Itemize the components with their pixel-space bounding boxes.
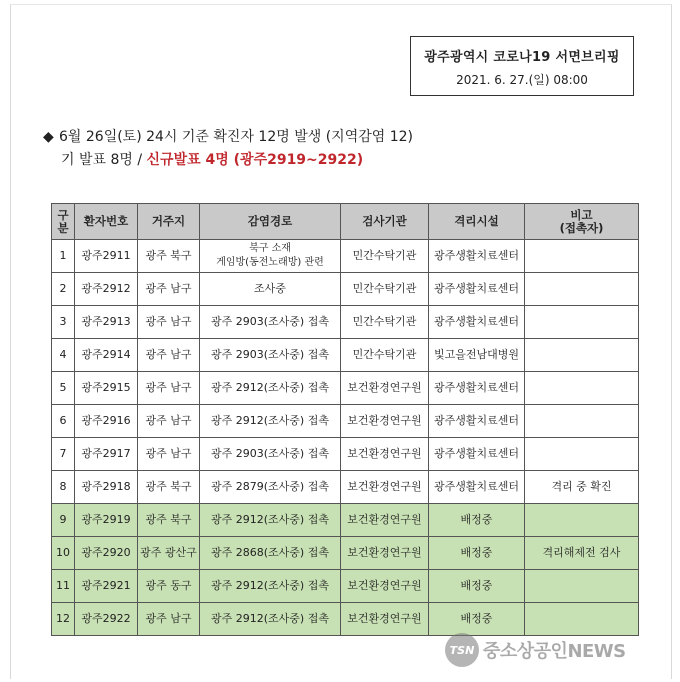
table-row <box>52 438 639 471</box>
cell-patient-id: 광주2920 <box>75 537 138 570</box>
cell-no: 5 <box>52 372 75 405</box>
briefing-title-box <box>410 36 634 96</box>
cell-patient-id: 광주2915 <box>75 372 138 405</box>
cell-patient-id: 광주2918 <box>75 471 138 504</box>
cell-no: 8 <box>52 471 75 504</box>
cell-residence: 광주 북구 <box>138 504 200 537</box>
cell-note <box>525 504 639 537</box>
table-header-row <box>52 204 639 240</box>
cell-residence: 광주 북구 <box>138 471 200 504</box>
cell-patient-id: 광주2916 <box>75 405 138 438</box>
summary-text-1: 6월 26일(토) 24시 기준 확진자 12명 발생 (지역감염 12) <box>59 129 413 145</box>
cell-patient-id: 광주2913 <box>75 306 138 339</box>
cell-no: 1 <box>52 240 75 273</box>
cell-facility: 광주생활치료센터 <box>429 372 525 405</box>
cell-lab: 보건환경연구원 <box>341 405 429 438</box>
table-body <box>52 240 639 636</box>
cell-note <box>525 273 639 306</box>
cell-residence: 광주 남구 <box>138 339 200 372</box>
cell-no: 6 <box>52 405 75 438</box>
cell-lab: 보건환경연구원 <box>341 471 429 504</box>
cell-facility: 배정중 <box>429 504 525 537</box>
summary-line-1 <box>43 126 413 149</box>
cell-facility: 광주생활치료센터 <box>429 405 525 438</box>
table-row <box>52 306 639 339</box>
cell-route: 광주 2912(조사중) 접촉 <box>200 570 341 603</box>
cell-route: 광주 2912(조사중) 접촉 <box>200 405 341 438</box>
col-header-facility: 격리시설 <box>429 204 525 240</box>
cell-lab: 민간수탁기관 <box>341 240 429 273</box>
cell-residence: 광주 남구 <box>138 306 200 339</box>
cell-note <box>525 372 639 405</box>
briefing-title: 광주광역시 코로나19 서면브리핑 <box>424 50 620 65</box>
cell-route: 조사중 <box>200 273 341 306</box>
cell-no: 7 <box>52 438 75 471</box>
cell-no: 3 <box>52 306 75 339</box>
table-row <box>52 273 639 306</box>
cell-note: 격리해제전 검사 <box>525 537 639 570</box>
cell-patient-id: 광주2922 <box>75 603 138 636</box>
table-row <box>52 240 639 273</box>
table-row <box>52 570 639 603</box>
cell-residence: 광주 남구 <box>138 405 200 438</box>
cell-residence: 광주 동구 <box>138 570 200 603</box>
cell-no: 11 <box>52 570 75 603</box>
cell-note <box>525 405 639 438</box>
cell-facility: 광주생활치료센터 <box>429 240 525 273</box>
cell-route: 광주 2912(조사중) 접촉 <box>200 504 341 537</box>
cell-lab: 민간수탁기관 <box>341 306 429 339</box>
col-header-category: 구분 <box>52 204 75 240</box>
col-header-residence: 거주지 <box>138 204 200 240</box>
cell-no: 12 <box>52 603 75 636</box>
cell-patient-id: 광주2921 <box>75 570 138 603</box>
cell-residence: 광주 광산구 <box>138 537 200 570</box>
table-row <box>52 405 639 438</box>
cell-facility: 광주생활치료센터 <box>429 306 525 339</box>
summary-new-cases: 신규발표 4명 (광주2919~2922) <box>146 152 364 168</box>
cell-residence: 광주 남구 <box>138 273 200 306</box>
cell-no: 4 <box>52 339 75 372</box>
cell-facility: 배정중 <box>429 537 525 570</box>
cell-facility: 빛고을전남대병원 <box>429 339 525 372</box>
cell-facility: 광주생활치료센터 <box>429 273 525 306</box>
col-header-note: 비고 (접촉자) <box>525 204 639 240</box>
cell-lab: 민간수탁기관 <box>341 273 429 306</box>
cell-patient-id: 광주2912 <box>75 273 138 306</box>
cell-patient-id: 광주2914 <box>75 339 138 372</box>
cell-facility: 배정중 <box>429 570 525 603</box>
table-row <box>52 537 639 570</box>
summary-previous: 기 발표 8명 / <box>61 152 147 168</box>
case-table <box>51 203 639 636</box>
cell-residence: 광주 북구 <box>138 240 200 273</box>
cell-lab: 보건환경연구원 <box>341 438 429 471</box>
cell-lab: 보건환경연구원 <box>341 537 429 570</box>
cell-residence: 광주 남구 <box>138 603 200 636</box>
cell-route: 광주 2912(조사중) 접촉 <box>200 372 341 405</box>
cell-route: 광주 2879(조사중) 접촉 <box>200 471 341 504</box>
cell-no: 2 <box>52 273 75 306</box>
col-header-route: 감염경로 <box>200 204 341 240</box>
cell-residence: 광주 남구 <box>138 372 200 405</box>
cell-lab: 보건환경연구원 <box>341 570 429 603</box>
cell-residence: 광주 남구 <box>138 438 200 471</box>
cell-note <box>525 240 639 273</box>
cell-route: 북구 소재 게임방(동전노래방) 관련 <box>200 240 341 273</box>
cell-note <box>525 306 639 339</box>
table-row <box>52 339 639 372</box>
table-row <box>52 372 639 405</box>
cell-patient-id: 광주2911 <box>75 240 138 273</box>
diamond-bullet-icon: ◆ <box>43 129 54 145</box>
cell-route: 광주 2868(조사중) 접촉 <box>200 537 341 570</box>
cell-facility: 광주생활치료센터 <box>429 471 525 504</box>
briefing-date: 2021. 6. 27.(일) 08:00 <box>456 73 588 87</box>
table-row <box>52 504 639 537</box>
watermark <box>445 630 665 670</box>
cell-facility: 배정중 <box>429 603 525 636</box>
cell-no: 9 <box>52 504 75 537</box>
cell-note <box>525 339 639 372</box>
cell-facility: 광주생활치료센터 <box>429 438 525 471</box>
col-header-lab: 검사기관 <box>341 204 429 240</box>
cell-patient-id: 광주2919 <box>75 504 138 537</box>
cell-patient-id: 광주2917 <box>75 438 138 471</box>
cell-route: 광주 2903(조사중) 접촉 <box>200 339 341 372</box>
cell-route: 광주 2912(조사중) 접촉 <box>200 603 341 636</box>
col-header-patient-id: 환자번호 <box>75 204 138 240</box>
cell-lab: 보건환경연구원 <box>341 372 429 405</box>
cell-note <box>525 570 639 603</box>
cell-note <box>525 438 639 471</box>
summary-section <box>43 126 413 172</box>
table-row <box>52 471 639 504</box>
cell-note: 격리 중 확진 <box>525 471 639 504</box>
watermark-text: 중소상공인NEWS <box>483 641 626 662</box>
cell-lab: 민간수탁기관 <box>341 339 429 372</box>
watermark-logo: TSN <box>445 633 479 667</box>
cell-route: 광주 2903(조사중) 접촉 <box>200 306 341 339</box>
summary-line-2 <box>43 149 413 172</box>
cell-no: 10 <box>52 537 75 570</box>
cell-route: 광주 2903(조사중) 접촉 <box>200 438 341 471</box>
cell-lab: 보건환경연구원 <box>341 504 429 537</box>
cell-lab: 보건환경연구원 <box>341 603 429 636</box>
